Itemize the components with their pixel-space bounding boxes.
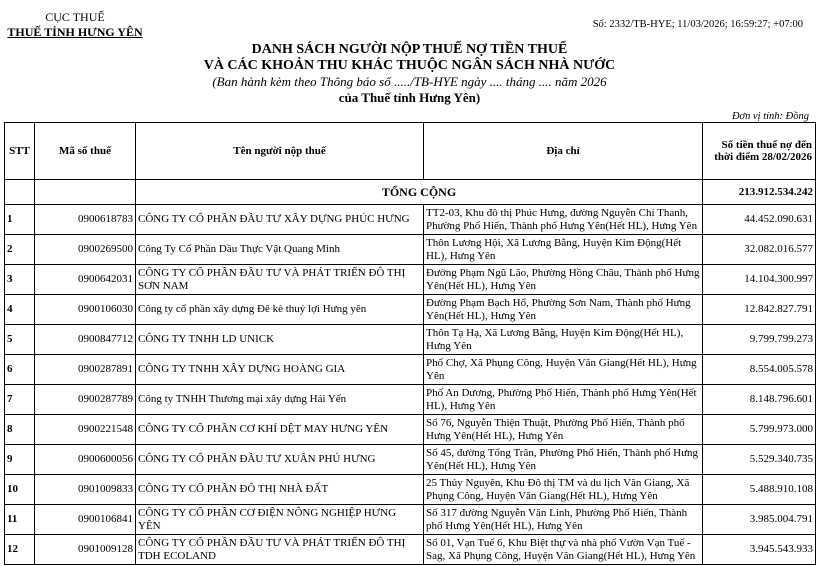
table-row xyxy=(5,475,816,505)
row-taxpayer-name: CÔNG TY CỔ PHẦN ĐẦU TƯ VÀ PHÁT TRIỂN ĐÔ THỊ SƠN NAM xyxy=(136,265,424,295)
col-header-debt-amount xyxy=(703,123,816,180)
table-row xyxy=(5,505,816,535)
table-row xyxy=(5,415,816,445)
row-taxpayer-name: Công ty TNHH Thương mại xây dựng Hải Yến xyxy=(136,385,424,415)
row-taxpayer-name: CÔNG TY CỔ PHẦN CƠ KHÍ DỆT MAY HƯNG YÊN xyxy=(136,415,424,445)
row-tax-code: 0900618783 xyxy=(35,205,136,235)
row-debt-amount: 32.082.016.577 xyxy=(703,235,816,265)
row-debt-amount: 5.529.340.735 xyxy=(703,445,816,475)
col-header-debt-amount-line2: thời điểm 28/02/2026 xyxy=(714,151,812,163)
row-address: Số 01, Vạn Tuế 6, Khu Biệt thự và nhà phố Vườn Vạn Tuế - Sag, Xã Phụng Công, Huyện Văn Giang(Hết HL), Hưng Yên xyxy=(424,535,703,565)
row-debt-amount: 8.148.796.601 xyxy=(703,385,816,415)
col-header-address: Địa chỉ xyxy=(424,123,703,180)
currency-unit: Đơn vị tính: Đồng xyxy=(731,111,809,122)
row-stt: 12 xyxy=(5,535,35,565)
row-tax-code: 0900221548 xyxy=(35,415,136,445)
row-debt-amount: 9.799.799.273 xyxy=(703,325,816,355)
table-row xyxy=(5,535,816,565)
table-row xyxy=(5,445,816,475)
row-taxpayer-name: CÔNG TY TNHH LD UNICK xyxy=(136,325,424,355)
total-blank xyxy=(5,180,35,205)
debtor-table xyxy=(4,122,816,565)
total-row xyxy=(5,180,816,205)
total-blank xyxy=(35,180,136,205)
col-header-debt-amount-line1: Số tiền thuế nợ đến xyxy=(721,138,812,151)
agency-parent: CỤC THUẾ xyxy=(45,10,105,24)
table-row xyxy=(5,265,816,295)
row-stt: 4 xyxy=(5,295,35,325)
row-debt-amount: 44.452.090.631 xyxy=(703,205,816,235)
row-taxpayer-name: CÔNG TY TNHH XÂY DỰNG HOÀNG GIA xyxy=(136,355,424,385)
row-address: 25 Thủy Nguyên, Khu Đô thị TM và du lịch Văn Giang, Xã Phụng Công, Huyện Văn Giang(Hết HL), Hưng Yên xyxy=(424,475,703,505)
document-heading xyxy=(0,42,819,106)
row-stt: 3 xyxy=(5,265,35,295)
table-row xyxy=(5,385,816,415)
row-stt: 2 xyxy=(5,235,35,265)
row-stt: 5 xyxy=(5,325,35,355)
row-address: TT2-03, Khu đô thị Phúc Hưng, đường Nguyễn Chí Thanh, Phường Phố Hiến, Thành phố Hưng Yên(Hết HL), Hưng Yên xyxy=(424,205,703,235)
col-header-stt: STT xyxy=(5,123,35,180)
agency-name: THUẾ TỈNH HƯNG YÊN xyxy=(7,25,143,39)
row-address: Đường Phạm Ngũ Lão, Phường Hồng Châu, Thành phố Hưng Yên(Hết HL), Hưng Yên xyxy=(424,265,703,295)
row-address: Số 317 đường Nguyễn Văn Linh, Phường Phố Hiến, Thành phố Hưng Yên(Hết HL), Hưng Yên xyxy=(424,505,703,535)
table-row xyxy=(5,235,816,265)
row-debt-amount: 14.104.300.997 xyxy=(703,265,816,295)
row-stt: 11 xyxy=(5,505,35,535)
total-amount: 213.912.534.242 xyxy=(703,180,816,205)
row-tax-code: 0901009833 xyxy=(35,475,136,505)
row-taxpayer-name: CÔNG TY CỔ PHẦN CƠ ĐIỆN NÔNG NGHIỆP HƯNG YÊN xyxy=(136,505,424,535)
table-row xyxy=(5,205,816,235)
row-debt-amount: 8.554.005.578 xyxy=(703,355,816,385)
document-number: Số: 2332/TB-HYE; 11/03/2026; 16:59:27; +07:00 xyxy=(592,19,803,30)
row-tax-code: 0900269500 xyxy=(35,235,136,265)
row-stt: 10 xyxy=(5,475,35,505)
row-tax-code: 0900642031 xyxy=(35,265,136,295)
issuer-line: của Thuế tỉnh Hưng Yên) xyxy=(338,90,481,105)
row-tax-code: 0900106841 xyxy=(35,505,136,535)
row-tax-code: 0900847712 xyxy=(35,325,136,355)
row-tax-code: 0900287789 xyxy=(35,385,136,415)
row-taxpayer-name: Công Ty Cổ Phần Dầu Thực Vật Quang Minh xyxy=(136,235,424,265)
row-tax-code: 0900600056 xyxy=(35,445,136,475)
row-taxpayer-name: CÔNG TY CỔ PHẦN ĐẦU TƯ VÀ PHÁT TRIỂN ĐÔ THỊ TDH ECOLAND xyxy=(136,535,424,565)
total-label: TỔNG CỘNG xyxy=(136,180,703,205)
row-taxpayer-name: CÔNG TY CỔ PHẦN ĐẦU TƯ XÂY DỰNG PHÚC HƯNG xyxy=(136,205,424,235)
row-debt-amount: 3.985.004.791 xyxy=(703,505,816,535)
row-taxpayer-name: CÔNG TY CỔ PHẦN ĐẦU TƯ XUÂN PHÚ HƯNG xyxy=(136,445,424,475)
row-taxpayer-name: CÔNG TY CỔ PHẦN ĐÔ THỊ NHÀ ĐẤT xyxy=(136,475,424,505)
row-stt: 9 xyxy=(5,445,35,475)
row-tax-code: 0900106030 xyxy=(35,295,136,325)
row-stt: 8 xyxy=(5,415,35,445)
table-header-row xyxy=(5,123,816,180)
col-header-taxpayer-name: Tên người nộp thuế xyxy=(136,123,424,180)
table-row xyxy=(5,295,816,325)
row-address: Số 76, Nguyễn Thiện Thuật, Phường Phố Hiến, Thành phố Hưng Yên(Hết HL), Hưng Yên xyxy=(424,415,703,445)
title-line-2: VÀ CÁC KHOẢN THU KHÁC THUỘC NGÂN SÁCH NHÀ NƯỚC xyxy=(203,58,616,73)
row-debt-amount: 3.945.543.933 xyxy=(703,535,816,565)
row-stt: 7 xyxy=(5,385,35,415)
row-stt: 6 xyxy=(5,355,35,385)
row-address: Đường Phạm Bạch Hổ, Phường Sơn Nam, Thành phố Hưng Yên(Hết HL), Hưng Yên xyxy=(424,295,703,325)
row-address: Thôn Tạ Hạ, Xã Lương Bằng, Huyện Kim Động(Hết HL), Hưng Yên xyxy=(424,325,703,355)
row-address: Thôn Lương Hội, Xã Lương Bằng, Huyện Kim Động(Hết HL), Hưng Yên xyxy=(424,235,703,265)
col-header-tax-code: Mã số thuế xyxy=(35,123,136,180)
subtitle: (Ban hành kèm theo Thông báo số ...../TB-HYE ngày .... tháng .... năm 2026 xyxy=(212,74,607,89)
row-address: Số 45, đường Tống Trân, Phường Phố Hiến, Thành phố Hưng Yên(Hết HL), Hưng Yên xyxy=(424,445,703,475)
title-line-1: DANH SÁCH NGƯỜI NỘP THUẾ NỢ TIỀN THUẾ xyxy=(251,42,568,57)
row-taxpayer-name: Công ty cổ phần xây dựng Đê kè thuỷ lợi Hưng yên xyxy=(136,295,424,325)
row-address: Phố An Dương, Phường Phố Hiến, Thành phố Hưng Yên(Hết HL), Hưng Yên xyxy=(424,385,703,415)
row-tax-code: 0900287891 xyxy=(35,355,136,385)
row-address: Phố Chợ, Xã Phụng Công, Huyện Văn Giang(Hết HL), Hưng Yên xyxy=(424,355,703,385)
row-debt-amount: 5.488.910.108 xyxy=(703,475,816,505)
row-stt: 1 xyxy=(5,205,35,235)
table-row xyxy=(5,325,816,355)
agency-block xyxy=(0,10,150,40)
row-tax-code: 0901009128 xyxy=(35,535,136,565)
row-debt-amount: 5.799.973.000 xyxy=(703,415,816,445)
row-debt-amount: 12.842.827.791 xyxy=(703,295,816,325)
table-row xyxy=(5,355,816,385)
